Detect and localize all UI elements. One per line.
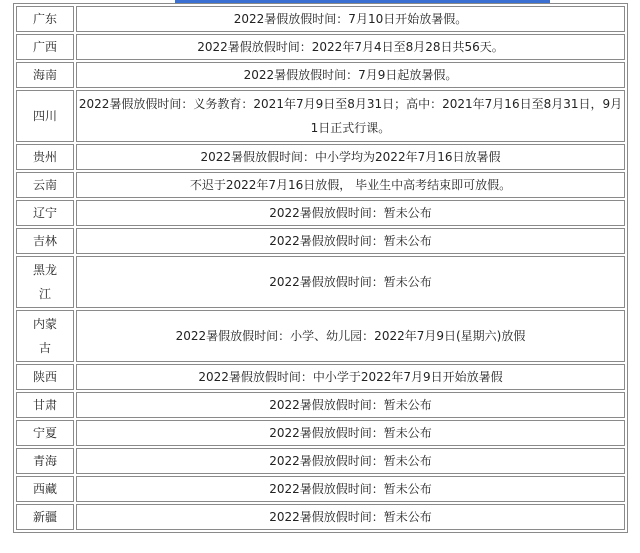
- table-row: [16, 144, 625, 170]
- vacation-info-cell: 2022暑假放假时间：小学、幼儿园：2022年7月9日(星期六)放假: [76, 310, 625, 362]
- vacation-info-cell: 2022暑假放假时间：中小学均为2022年7月16日放暑假: [76, 144, 625, 170]
- province-cell: 云南: [16, 172, 74, 198]
- table-row: [16, 504, 625, 530]
- vacation-info-cell: 2022暑假放假时间：7月9日起放暑假。: [76, 62, 625, 88]
- vacation-info-cell: 2022暑假放假时间：暂未公布: [76, 392, 625, 418]
- province-cell: 海南: [16, 62, 74, 88]
- vacation-info-cell: 2022暑假放假时间：中小学于2022年7月9日开始放暑假: [76, 364, 625, 390]
- province-cell: 新疆: [16, 504, 74, 530]
- province-cell: 广西: [16, 34, 74, 60]
- table-body: [16, 6, 625, 530]
- vacation-info-cell: 2022暑假放假时间：暂未公布: [76, 476, 625, 502]
- vacation-info-cell: 2022暑假放假时间：暂未公布: [76, 256, 625, 308]
- table-row: [16, 228, 625, 254]
- table-row: [16, 6, 625, 32]
- vacation-info-cell: 2022暑假放假时间：2022年7月4日至8月28日共56天。: [76, 34, 625, 60]
- table-row: [16, 172, 625, 198]
- vacation-info-cell: 2022暑假放假时间：暂未公布: [76, 228, 625, 254]
- province-cell: 甘肃: [16, 392, 74, 418]
- province-cell: 黑龙江: [16, 256, 74, 308]
- table-row: [16, 476, 625, 502]
- vacation-info-cell: 2022暑假放假时间：暂未公布: [76, 504, 625, 530]
- vacation-info-cell: 不迟于2022年7月16日放假， 毕业生中高考结束即可放假。: [76, 172, 625, 198]
- table-row: [16, 62, 625, 88]
- vacation-info-cell: 2022暑假放假时间：7月10日开始放暑假。: [76, 6, 625, 32]
- table-row: [16, 420, 625, 446]
- table-row: [16, 448, 625, 474]
- province-cell: 宁夏: [16, 420, 74, 446]
- vacation-info-cell: 2022暑假放假时间：暂未公布: [76, 200, 625, 226]
- province-cell: 广东: [16, 6, 74, 32]
- vacation-info-cell: 2022暑假放假时间：暂未公布: [76, 448, 625, 474]
- table-row: [16, 310, 625, 362]
- table-row: [16, 200, 625, 226]
- province-cell: 内蒙古: [16, 310, 74, 362]
- table-row: [16, 256, 625, 308]
- vacation-info-cell: 2022暑假放假时间：暂未公布: [76, 420, 625, 446]
- table-row: [16, 392, 625, 418]
- province-cell: 青海: [16, 448, 74, 474]
- province-cell: 辽宁: [16, 200, 74, 226]
- province-cell: 吉林: [16, 228, 74, 254]
- province-cell: 四川: [16, 90, 74, 142]
- vacation-info-cell: 2022暑假放假时间：义务教育：2021年7月9日至8月31日；高中：2021年7月16日至8月31日，9月1日正式行课。: [76, 90, 625, 142]
- table-row: [16, 90, 625, 142]
- province-cell: 陕西: [16, 364, 74, 390]
- summer-vacation-table: [13, 3, 628, 533]
- province-cell: 贵州: [16, 144, 74, 170]
- table-row: [16, 34, 625, 60]
- province-cell: 西藏: [16, 476, 74, 502]
- table-row: [16, 364, 625, 390]
